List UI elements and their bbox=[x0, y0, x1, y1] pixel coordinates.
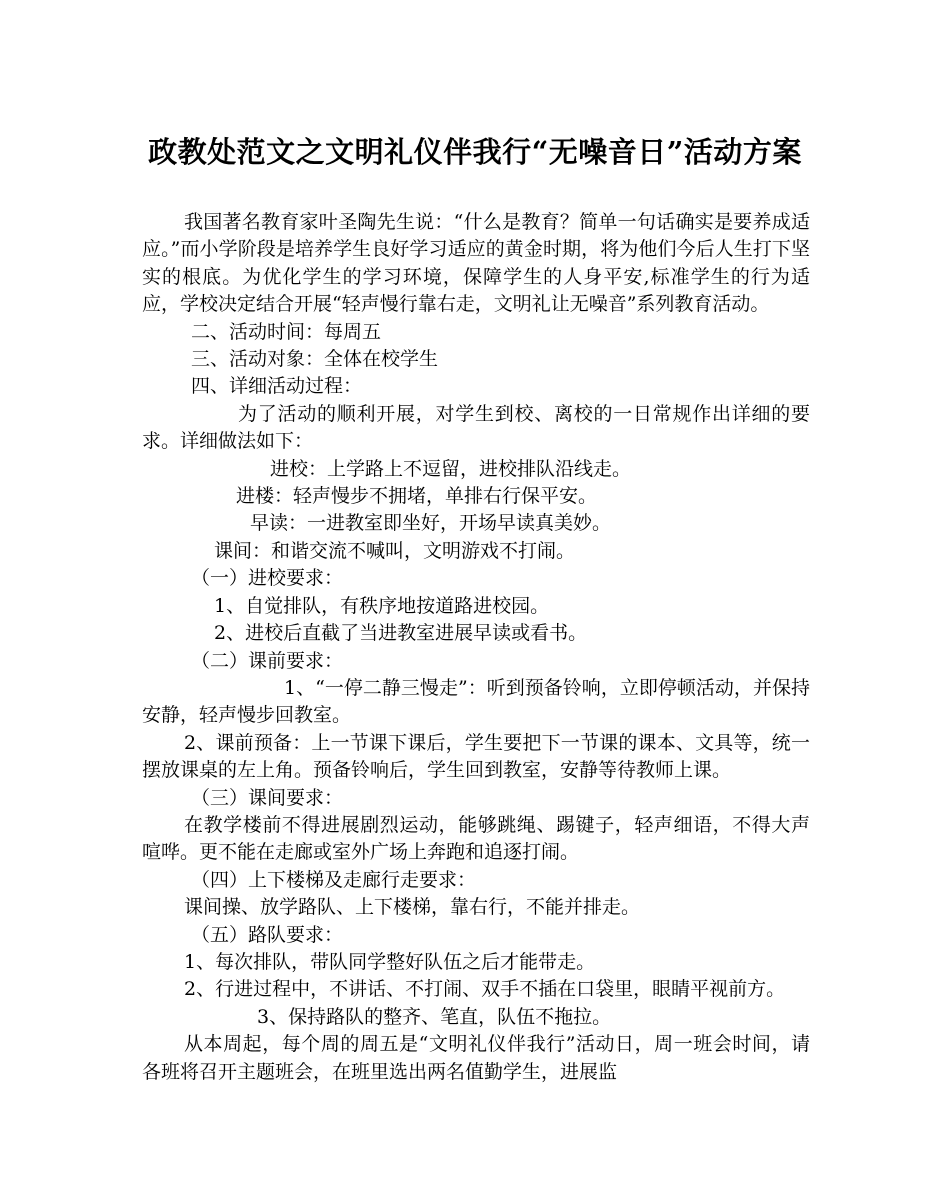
list-item: 2、行进过程中，不讲话、不打闹、双手不插在口袋里，眼睛平视前方。 bbox=[184, 978, 786, 1001]
list-item: 2、课前预备：上一节课下课后，学生要把下一节课的课本、文具等，统一摆放课桌的左上角。预备铃响后，学生回到教室，安静等待教师上课。 bbox=[142, 731, 810, 782]
document-body bbox=[142, 209, 810, 1086]
list-item: 2、进校后直截了当进教室进展早读或看书。 bbox=[214, 622, 588, 645]
break-rules-paragraph: 在教学楼前不得进展剧烈运动，能够跳绳、踢键子，轻声细语，不得大声喧哗。更不能在走廊或室外广场上奔跑和追逐打闹。 bbox=[142, 813, 810, 864]
intro-paragraph: 我国著名教育家叶圣陶先生说：“什么是教育？简单一句话确实是要养成适应。”而小学阶段是培养学生良好学习适应的黄金时期，将为他们今后人生打下坚实的根底。为优化学生的学习环境，保障学生的人身平安,标准学生的行为适应，学校决定结合开展“轻声慢行靠右走，文明礼让无噪音”系列教育活动。 bbox=[142, 211, 810, 316]
stairs-rules-paragraph: 课间操、放学路队、上下楼梯，靠右行，不能并排走。 bbox=[184, 896, 641, 919]
process-intro-paragraph: 为了活动的顺利开展，对学生到校、离校的一日常规作出详细的要求。详细做法如下： bbox=[142, 402, 810, 453]
subsection-heading-4: （四）上下楼梯及走廊行走要求： bbox=[191, 868, 477, 891]
rhyme-line-morning-reading: 早读：一进教室即坐好，开场早读真美妙。 bbox=[250, 512, 612, 535]
rhyme-line-enter-school: 进校：上学路上不逗留，进校排队沿线走。 bbox=[270, 457, 632, 480]
section-activity-process: 四、详细活动过程： bbox=[191, 375, 363, 398]
rhyme-line-enter-building: 进楼：轻声慢步不拥堵，单排右行保平安。 bbox=[236, 485, 598, 508]
document-title: 政教处范文之文明礼仪伴我行“无噪音日”活动方案 bbox=[148, 135, 802, 169]
subsection-heading-2: （二）课前要求： bbox=[191, 649, 344, 672]
subsection-heading-3: （三）课间要求： bbox=[191, 786, 344, 809]
closing-paragraph: 从本周起，每个周的周五是“文明礼仪伴我行”活动日，周一班会时间，请各班将召开主题班会，在班里选出两名值勤学生，进展监 bbox=[142, 1033, 810, 1083]
section-activity-target: 三、活动对象：全体在校学生 bbox=[191, 348, 439, 371]
subsection-heading-5: （五）路队要求： bbox=[191, 923, 344, 946]
list-item: 1、自觉排队，有秩序地按道路进校园。 bbox=[214, 594, 550, 617]
list-item: 1、“一停二静三慢走”：听到预备铃响，立即停顿活动，并保持安静，轻声慢步回教室。 bbox=[142, 676, 810, 727]
list-item: 1、每次排队，带队同学整好队伍之后才能带走。 bbox=[184, 950, 596, 973]
section-activity-time: 二、活动时间：每周五 bbox=[191, 320, 382, 343]
list-item: 3、保持路队的整齐、笔直，队伍不拖拉。 bbox=[257, 1005, 612, 1028]
subsection-heading-1: （一）进校要求： bbox=[191, 567, 344, 590]
rhyme-line-break: 课间：和谐交流不喊叫，文明游戏不打闹。 bbox=[214, 539, 576, 562]
